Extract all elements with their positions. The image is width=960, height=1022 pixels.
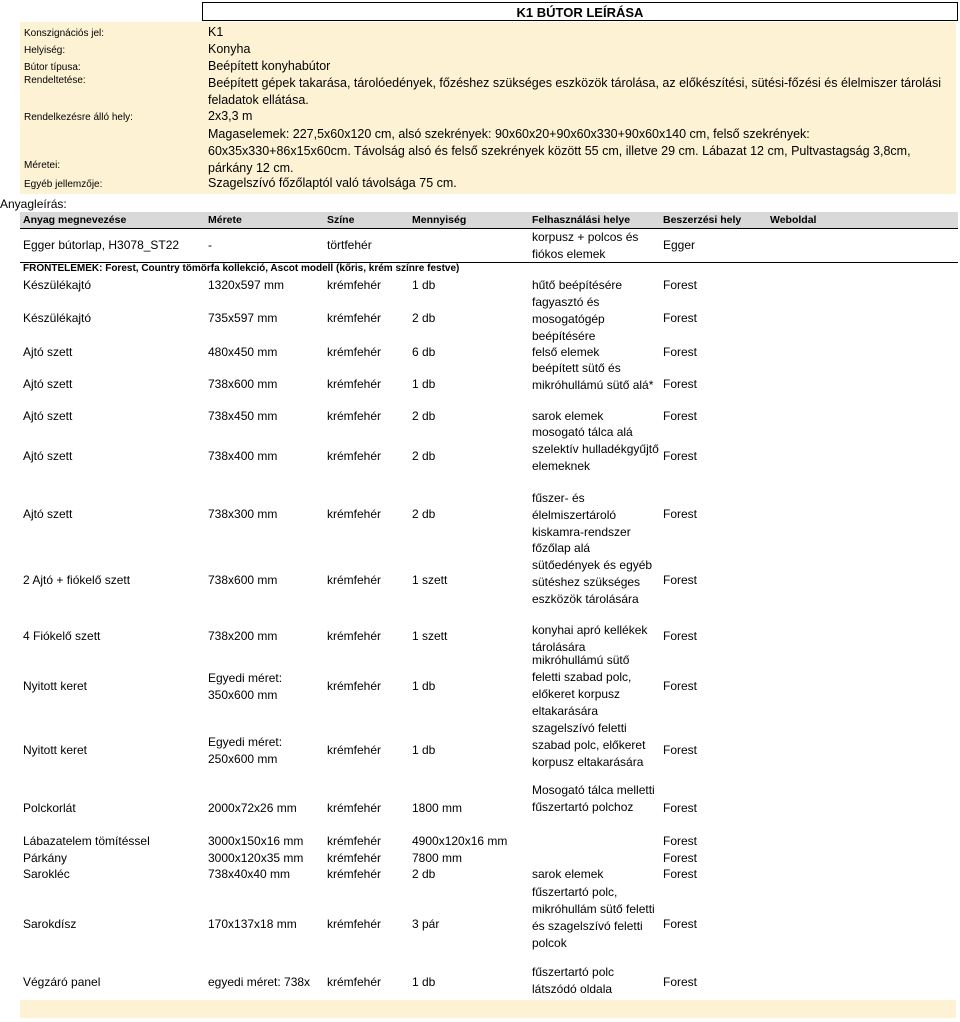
cell-source: Forest (663, 449, 698, 463)
table-row (20, 964, 958, 1000)
cell-name: Sarokdísz (23, 917, 77, 931)
cell-use: konyhai apró kellékek tárolására (532, 623, 648, 654)
cell-color: krémfehér (327, 743, 382, 757)
cell-qty: 1 szett (412, 573, 448, 587)
col-felhasznalas: Felhasználási helye (532, 214, 631, 226)
value-egyeb: Szagelszívó főzőlaptól való távolsága 75 cm. (208, 176, 457, 190)
cell-size: 738x40x40 mm (208, 867, 291, 881)
col-merete: Mérete (208, 214, 242, 226)
cell-size: 738x300 mm (208, 507, 278, 521)
cell-color: krémfehér (327, 377, 382, 391)
cell-source: Forest (663, 867, 698, 881)
cell-color: törtfehér (327, 238, 372, 252)
cell-source: Forest (663, 278, 698, 292)
cell-use: szagelszívó feletti szabad polc, előkeret korpusz eltakarására (532, 721, 646, 769)
cell-qty: 2 db (412, 507, 436, 521)
cell-size: - (208, 238, 212, 252)
value-rendeltetes: Beépített gépek takarása, tárolóedények, főzéshez szükséges eszközök tárolása, az előkészítési, sütési-főzési és élelmiszer tárolási feladatok ellátása. (208, 76, 942, 107)
cell-source: Forest (663, 679, 698, 693)
cell-size: 3000x120x35 mm (208, 851, 304, 865)
cell-size: 738x200 mm (208, 629, 278, 643)
cell-source: Forest (663, 573, 698, 587)
cell-color: krémfehér (327, 867, 382, 881)
cell-source: Forest (663, 311, 698, 325)
col-szine: Színe (327, 214, 355, 226)
table-row (20, 884, 958, 964)
table-row (20, 782, 958, 832)
cell-color: krémfehér (327, 311, 382, 325)
table-row (20, 866, 958, 884)
cell-qty: 1800 mm (412, 801, 463, 815)
cell-source: Forest (663, 743, 698, 757)
cell-qty: 6 db (412, 345, 436, 359)
cell-color: krémfehér (327, 851, 382, 865)
col-weboldal: Weboldal (770, 214, 817, 226)
cell-source: Forest (663, 345, 698, 359)
cell-source: Forest (663, 801, 698, 815)
cell-color: krémfehér (327, 917, 382, 931)
cell-use: beépített sütő és mikróhullámú sütő alá* (532, 361, 654, 392)
cell-size: 738x600 mm (208, 377, 278, 391)
cell-size: 170x137x18 mm (208, 917, 297, 931)
table-row (20, 277, 958, 294)
cell-size: 738x400 mm (208, 449, 278, 463)
cell-use: főzőlap alá sütőedények és egyéb sütéshez szükséges eszközök tárolására (532, 541, 653, 606)
cell-qty: 7800 mm (412, 851, 463, 865)
cell-source: Forest (663, 377, 698, 391)
cell-color: krémfehér (327, 345, 382, 359)
table-row (20, 360, 958, 408)
cell-name: Készülékajtó (23, 278, 92, 292)
label-hely: Rendelkezésre álló hely: (24, 112, 133, 123)
cell-source: Forest (663, 507, 698, 521)
label-konszignacios: Konszignációs jel: (24, 28, 105, 39)
table-row (20, 850, 958, 867)
cell-use: fagyasztó és mosogatógép beépítésére (532, 295, 605, 343)
cell-use: mikróhullámú sütő feletti szabad polc, előkeret korpusz eltakarására (532, 653, 632, 718)
col-anyag: Anyag megnevezése (23, 214, 127, 226)
cell-name: Polckorlát (23, 801, 76, 815)
table-row (20, 294, 958, 344)
front-elements-heading: FRONTELEMEK: Forest, Country tömörfa kollekció, Ascot modell (kőris, krém színre festve) (20, 262, 958, 276)
cell-color: krémfehér (327, 278, 382, 292)
table-row (20, 720, 958, 782)
cell-name: Lábazatelem tömítéssel (23, 834, 150, 848)
label-rendeltetes: Rendeltetése: (24, 75, 86, 86)
cell-name: Ajtó szett (23, 377, 73, 391)
cell-name: Végzáró panel (23, 975, 101, 989)
cell-use: sarok elemek (532, 867, 604, 881)
cell-size: 735x597 mm (208, 311, 278, 325)
cell-size: 738x450 mm (208, 409, 278, 423)
value-helyiseg: Konyha (208, 42, 251, 56)
table-row (20, 622, 958, 652)
cell-color: krémfehér (327, 975, 382, 989)
table-row (20, 424, 958, 490)
cell-source: Forest (663, 917, 698, 931)
cell-source: Forest (663, 409, 698, 423)
anyagleiras-heading: Anyagleírás: (0, 197, 67, 211)
cell-size: 2000x72x26 mm (208, 801, 297, 815)
cell-color: krémfehér (327, 507, 382, 521)
cell-qty: 2 db (412, 867, 436, 881)
cell-size: 480x450 mm (208, 345, 278, 359)
cell-name: Ajtó szett (23, 449, 73, 463)
cell-use: hűtő beépítésére (532, 278, 623, 292)
cell-qty: 2 db (412, 409, 436, 423)
cell-qty: 3 pár (412, 917, 440, 931)
table-row-egger (20, 229, 958, 262)
cell-use: korpusz + polcos és fiókos elemek (532, 230, 639, 261)
cell-name: Készülékajtó (23, 311, 92, 325)
cell-color: krémfehér (327, 409, 382, 423)
cell-qty: 2 db (412, 311, 436, 325)
cell-source: Forest (663, 851, 698, 865)
value-hely: 2x3,3 m (208, 109, 253, 123)
cell-name: Sarokléc (23, 867, 70, 881)
cell-use: fűszertartó polc, mikróhullám sütő feletti és szagelszívó feletti polcok (532, 885, 655, 950)
cell-name: Nyitott keret (23, 679, 88, 693)
cell-use: Mosogató tálca melletti fűszertartó polchoz (532, 783, 655, 814)
label-helyiseg: Helyiség: (24, 45, 66, 56)
cell-use: fűszer- és élelmiszertároló kiskamra-rendszer (532, 491, 631, 539)
label-egyeb: Egyéb jellemzője: (24, 179, 103, 190)
cell-size: 1320x597 mm (208, 278, 285, 292)
cell-size: Egyedi méret: 250x600 mm (208, 735, 283, 766)
table-header (20, 212, 958, 229)
cell-color: krémfehér (327, 449, 382, 463)
value-konszignacios: K1 (208, 25, 224, 39)
label-butor-tipus: Bútor típusa: (24, 62, 81, 73)
cell-name: Ajtó szett (23, 409, 73, 423)
table-row (20, 652, 958, 720)
cell-use: fűszertartó polc látszódó oldala (532, 965, 615, 996)
cell-size: Egyedi méret: 350x600 mm (208, 671, 283, 702)
table-row (20, 344, 958, 361)
cell-name: Nyitott keret (23, 743, 88, 757)
cell-name: Ajtó szett (23, 507, 73, 521)
cell-qty: 4900x120x16 mm (412, 834, 508, 848)
cell-source: Forest (663, 975, 698, 989)
cell-source: Forest (663, 834, 698, 848)
cell-color: krémfehér (327, 573, 382, 587)
table-row (20, 490, 958, 540)
cell-name: 2 Ajtó + fiókelő szett (23, 573, 131, 587)
table-row (20, 408, 958, 425)
cell-name: Ajtó szett (23, 345, 73, 359)
cell-qty: 1 db (412, 743, 436, 757)
cell-qty: 1 db (412, 278, 436, 292)
cell-source: Forest (663, 629, 698, 643)
footer-band (20, 1000, 956, 1018)
cell-name: 4 Fiókelő szett (23, 629, 101, 643)
cell-color: krémfehér (327, 801, 382, 815)
table-row (20, 540, 958, 622)
document-title: K1 BÚTOR LEÍRÁSA (202, 2, 958, 21)
cell-use: mosogató tálca alá szelektív hulladékgyűjtő elemeknek (532, 425, 659, 473)
col-mennyiseg: Mennyiség (412, 214, 467, 226)
label-meretek: Méretei: (24, 160, 61, 171)
value-meretek: Magaselemek: 227,5x60x120 cm, alsó szekrények: 90x60x20+90x60x330+90x60x140 cm, felső szekrények: 60x35x330+86x15x60cm. Távolság alsó és felső szekrények között 55 cm, illetve 29 cm. Lábazat 12 cm, Pultvastagság 3,8cm, párkány 12 cm. (208, 127, 911, 175)
cell-qty: 1 db (412, 975, 436, 989)
cell-name: Egger bútorlap, H3078_ST22 (23, 238, 180, 252)
cell-qty: 1 db (412, 377, 436, 391)
cell-source: Egger (663, 238, 696, 252)
cell-color: krémfehér (327, 834, 382, 848)
value-butor-tipus: Beépített konyhabútor (208, 59, 331, 73)
cell-color: krémfehér (327, 679, 382, 693)
cell-size: 738x600 mm (208, 573, 278, 587)
cell-color: krémfehér (327, 629, 382, 643)
cell-use: sarok elemek (532, 409, 604, 423)
table-row (20, 833, 958, 850)
col-beszerzes: Beszerzési hely (663, 214, 742, 226)
cell-qty: 2 db (412, 449, 436, 463)
cell-name: Párkány (23, 851, 68, 865)
cell-size: egyedi méret: 738x (208, 975, 311, 989)
cell-qty: 1 szett (412, 629, 448, 643)
cell-use: felső elemek (532, 345, 600, 359)
cell-qty: 1 db (412, 679, 436, 693)
cell-size: 3000x150x16 mm (208, 834, 304, 848)
